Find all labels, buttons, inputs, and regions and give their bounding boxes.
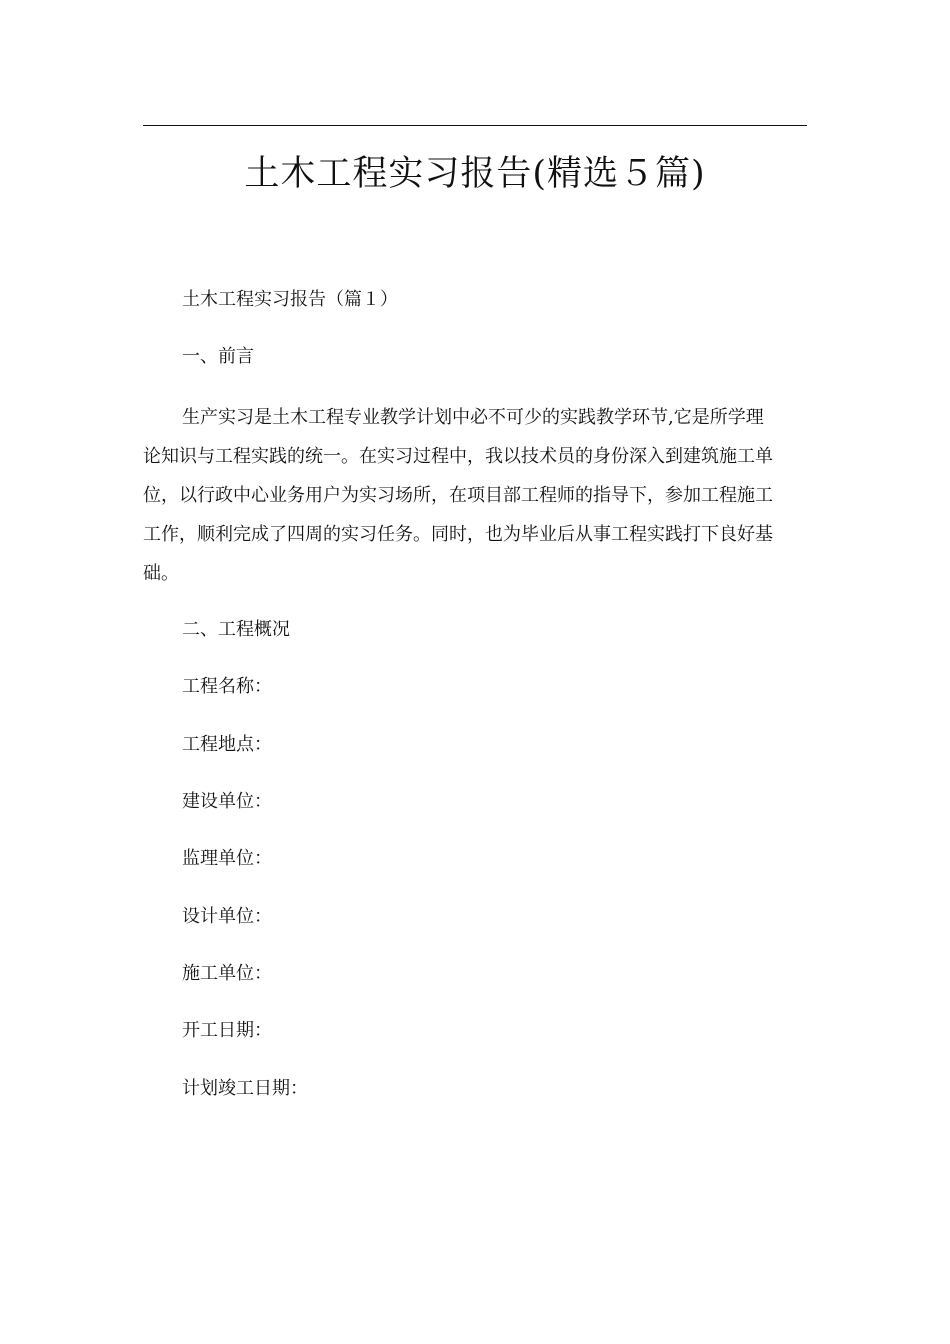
preface-line: 论知识与工程实践的统一。在实习过程中，我以技术员的身份深入到建筑施工单 — [143, 446, 773, 467]
field-contractor-unit: 施工单位： — [182, 963, 272, 984]
field-project-name: 工程名称： — [182, 676, 272, 697]
section-heading: 土木工程实习报告（篇１） — [182, 289, 398, 310]
field-project-location: 工程地点： — [182, 734, 272, 755]
preface-line: 位，以行政中心业务用户为实习场所，在项目部工程师的指导下，参加工程施工 — [143, 485, 773, 506]
field-start-date: 开工日期： — [182, 1020, 272, 1041]
preface-line: 工作，顺利完成了四周的实习任务。同时，也为毕业后从事工程实践打下良好基 — [143, 524, 773, 545]
preface-paragraph — [143, 398, 807, 593]
preface-line: 础。 — [143, 563, 179, 584]
field-design-unit: 设计单位： — [182, 906, 272, 927]
field-construction-owner: 建设单位： — [182, 791, 272, 812]
field-planned-completion-date: 计划竣工日期： — [182, 1078, 308, 1099]
header-rule — [143, 125, 807, 126]
preface-heading: 一、前言 — [182, 346, 254, 367]
preface-line: 生产实习是土木工程专业教学计划中必不可少的实践教学环节,它是所学理 — [182, 407, 764, 428]
overview-heading: 二、工程概况 — [182, 619, 290, 640]
field-supervision-unit: 监理单位： — [182, 848, 272, 869]
document-title: 土木工程实习报告(精选５篇) — [244, 154, 706, 194]
